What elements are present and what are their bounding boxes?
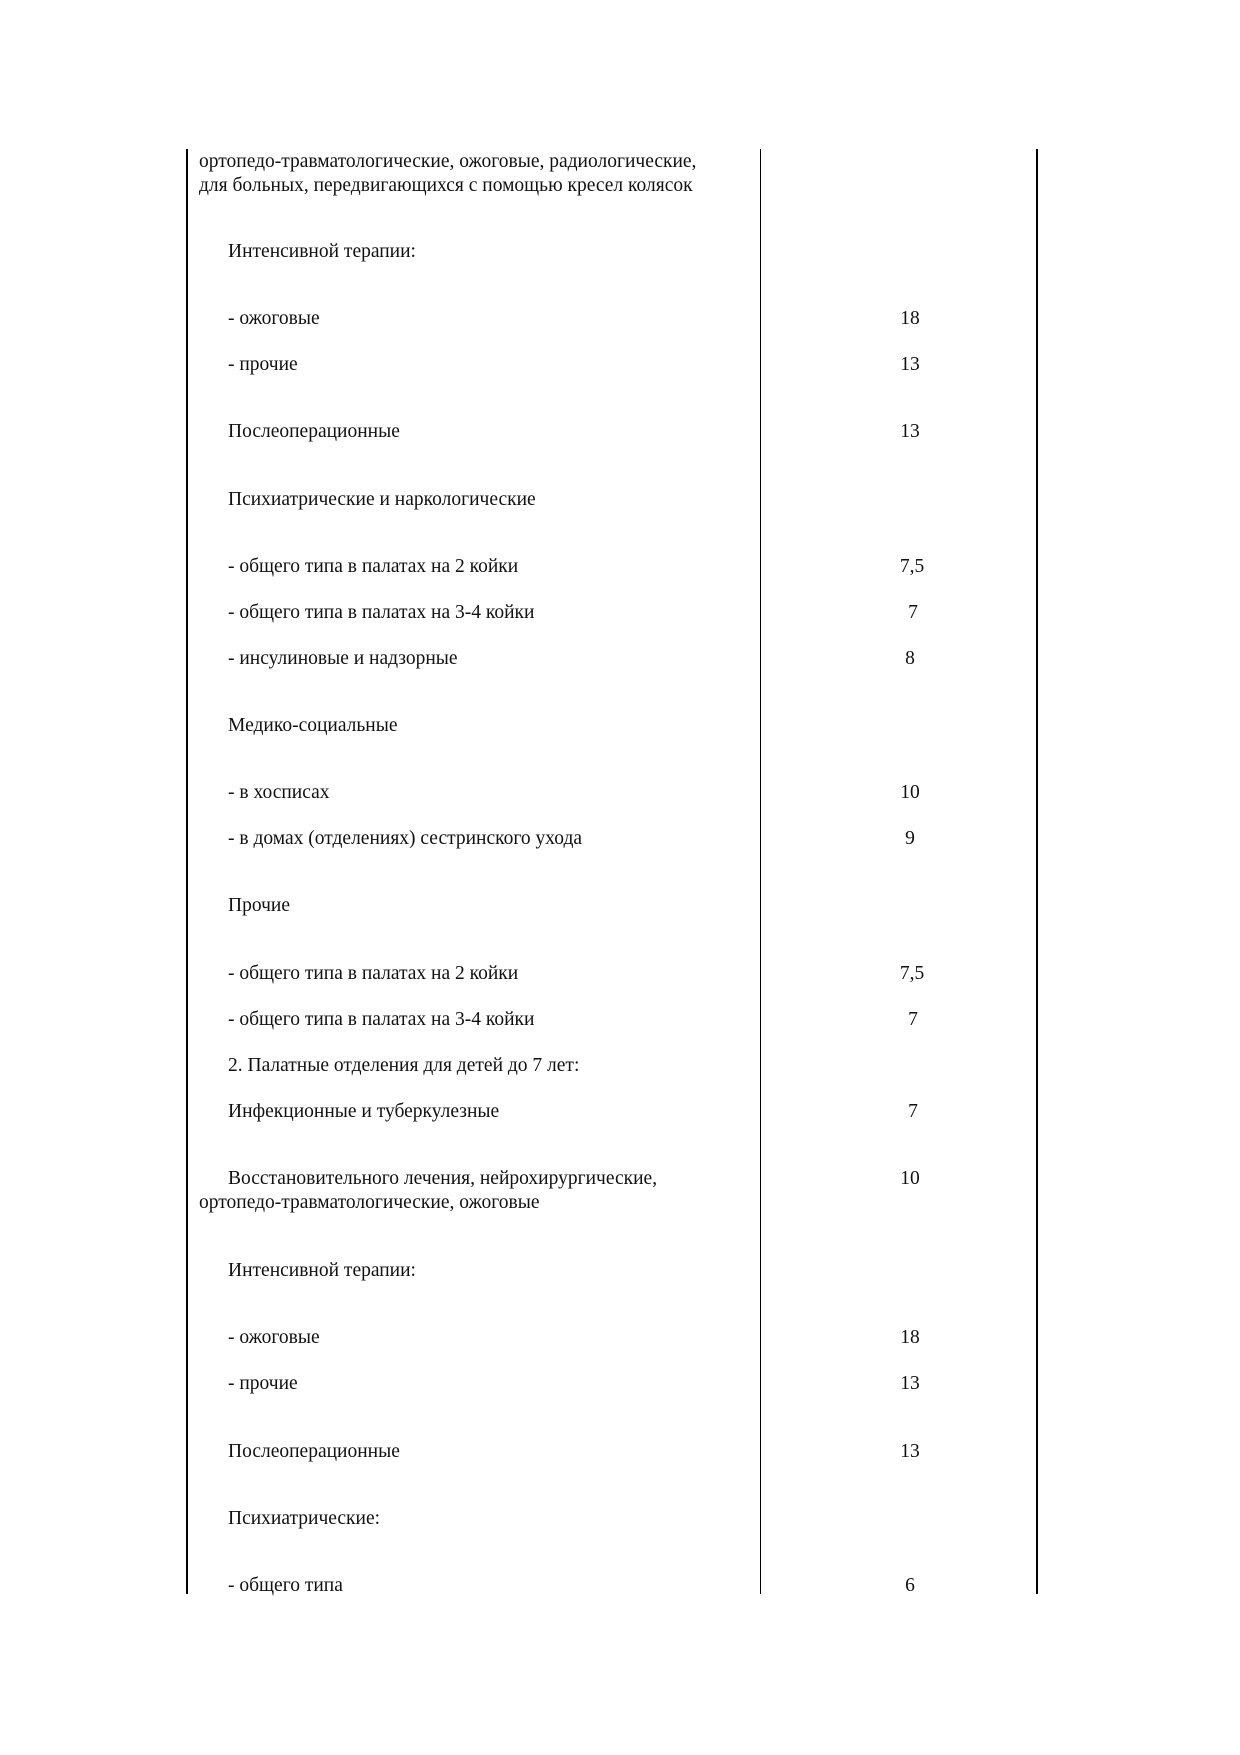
row-value: 9 (905, 828, 915, 849)
row-label (199, 420, 754, 444)
row-label (199, 1008, 754, 1032)
row-value: 10 (900, 782, 920, 803)
row-value: 13 (900, 354, 920, 375)
row-label (199, 894, 754, 918)
row-label-line: - прочие (228, 1373, 298, 1394)
row-value: 13 (900, 1441, 920, 1462)
row-label-line: ортопедо-травматологические, ожоговые, радиологические, (199, 151, 697, 172)
row-label-line: - общего типа в палатах на 3-4 койки (228, 1009, 535, 1030)
row-label-line: Инфекционные и туберкулезные (228, 1101, 500, 1122)
table-column-divider (760, 149, 761, 1594)
row-value: 7 (908, 1009, 918, 1030)
row-label-line: - ожоговые (228, 308, 320, 329)
row-label (199, 1326, 754, 1350)
row-label-line: - ожоговые (228, 1327, 320, 1348)
row-label-line: Прочие (228, 895, 290, 916)
row-label (199, 1054, 754, 1078)
row-label (199, 240, 754, 264)
row-label (199, 150, 754, 198)
row-label (199, 1507, 754, 1531)
row-label-line: Послеоперационные (228, 421, 400, 442)
row-value: 7,5 (899, 556, 925, 577)
row-label (199, 555, 754, 579)
row-value: 7,5 (899, 963, 925, 984)
row-label-line: Интенсивной терапии: (228, 241, 416, 262)
row-label (199, 488, 754, 512)
row-label (199, 601, 754, 625)
row-value: 18 (900, 308, 920, 329)
row-label-line: - общего типа в палатах на 2 койки (228, 963, 519, 984)
row-label-line: Психиатрические: (228, 1508, 381, 1529)
row-label (199, 647, 754, 671)
row-value: 8 (905, 648, 915, 669)
row-label-line: - общего типа в палатах на 2 койки (228, 556, 519, 577)
row-label (199, 307, 754, 331)
row-label (199, 1259, 754, 1283)
row-value: 10 (900, 1168, 920, 1189)
row-label-line: ортопедо-травматологические, ожоговые (199, 1192, 540, 1213)
row-label (199, 781, 754, 805)
row-label (199, 827, 754, 851)
row-label (199, 962, 754, 986)
row-label-line: для больных, передвигающихся с помощью кресел колясок (199, 175, 693, 196)
row-value: 7 (908, 602, 918, 623)
row-label-line: Восстановительного лечения, нейрохирургические, (228, 1168, 658, 1189)
row-label-line: Послеоперационные (228, 1441, 400, 1462)
row-value: 13 (900, 421, 920, 442)
row-label-line: - в хосписах (228, 782, 330, 803)
row-value: 13 (900, 1373, 920, 1394)
row-value: 7 (908, 1101, 918, 1122)
row-label-line: 2. Палатные отделения для детей до 7 лет: (228, 1055, 580, 1076)
table-border-right (1036, 149, 1038, 1594)
row-value: 18 (900, 1327, 920, 1348)
row-label-line: Медико-социальные (228, 715, 398, 736)
row-label-line: - общего типа (228, 1575, 343, 1596)
row-label-line: - в домах (отделениях) сестринского ухода (228, 828, 583, 849)
table-border-left (186, 149, 188, 1594)
row-label (199, 1100, 754, 1124)
row-label (199, 1574, 754, 1598)
row-label (199, 714, 754, 738)
row-label (199, 1440, 754, 1464)
row-label-line: Интенсивной терапии: (228, 1260, 416, 1281)
row-label (199, 1167, 754, 1215)
row-value: 6 (905, 1575, 915, 1596)
row-label (199, 1372, 754, 1396)
row-label-line: - прочие (228, 354, 298, 375)
row-label-line: - инсулиновые и надзорные (228, 648, 458, 669)
row-label-line: Психиатрические и наркологические (228, 489, 536, 510)
row-label-line: - общего типа в палатах на 3-4 койки (228, 602, 535, 623)
row-label (199, 353, 754, 377)
